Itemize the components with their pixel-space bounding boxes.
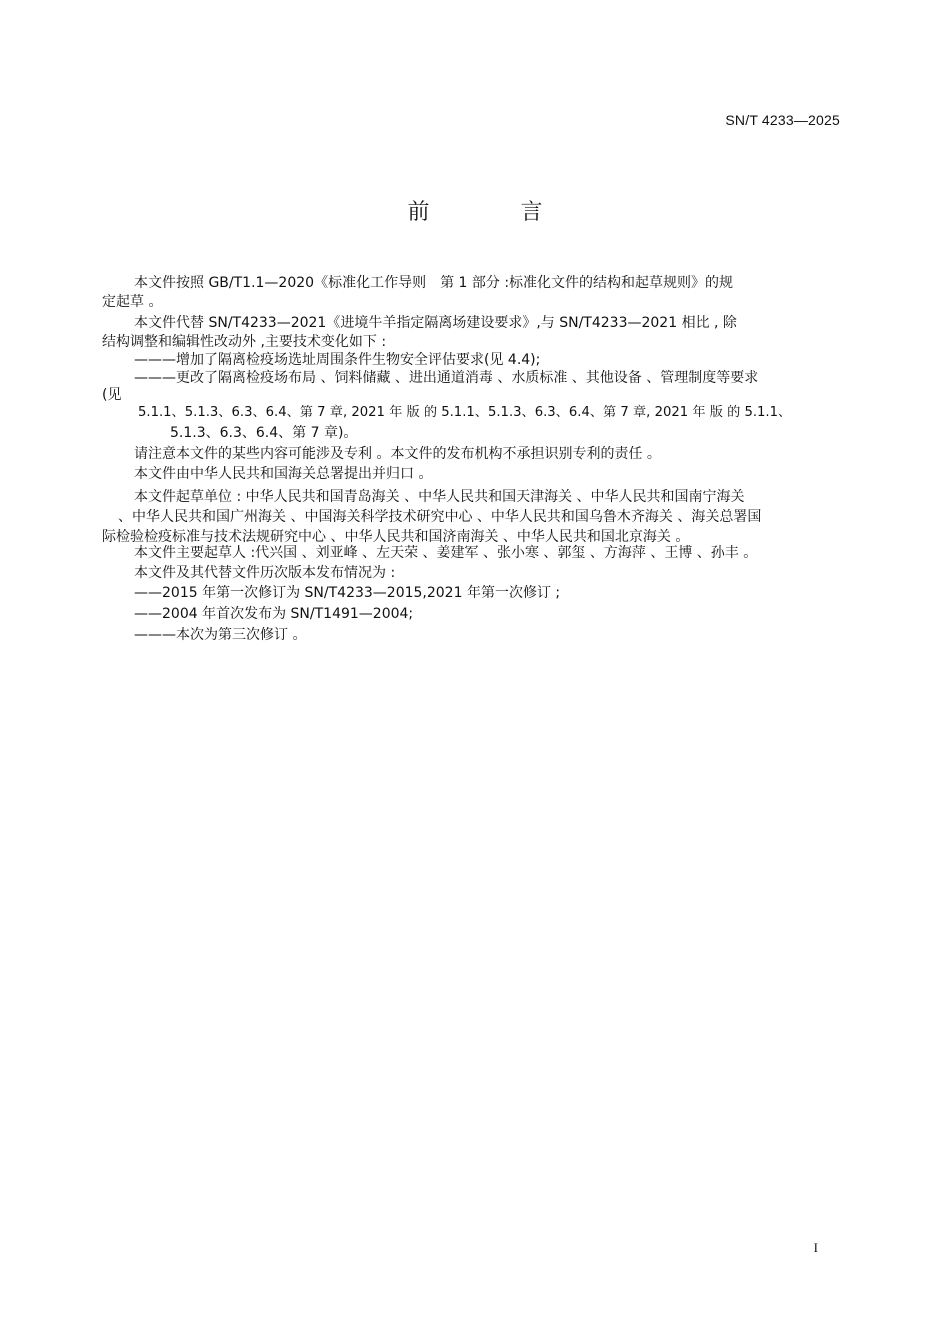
paragraph-line: 本文件由中华人民共和国海关总署提出并归口 。	[134, 466, 433, 482]
paragraph-line: 5.1.1、5.1.3、6.3、6.4、第 7 章, 2021 年 版 的 5.1.1、5.1.3、6.3、6.4、第 7 章, 2021 年 版 的 5.1.1、	[138, 405, 792, 420]
page-title: 前 言	[407, 200, 585, 225]
paragraph-line: 请注意本文件的某些内容可能涉及专利 。本文件的发布机构不承担识别专利的责任 。	[134, 446, 661, 462]
paragraph-line: (见	[102, 387, 122, 403]
paragraph-line: 、中华人民共和国广州海关 、中国海关科学技术研究中心 、中华人民共和国乌鲁木齐海关 、海关总署国	[118, 509, 762, 525]
paragraph-line: 本文件主要起草人 :代兴国 、刘亚峰 、左天荣 、姜建军 、张小寒 、郭玺 、方海萍 、王博 、孙丰 。	[134, 545, 758, 561]
list-item: ———增加了隔离检疫场选址周围条件生物安全评估要求(见 4.4);	[134, 352, 541, 368]
paragraph-line: 定起草 。	[102, 294, 163, 310]
list-item: ——2015 年第一次修订为 SN/T4233—2015,2021 年第一次修订 ;	[134, 585, 561, 601]
standard-number: SN/T 4233—2025	[725, 112, 840, 128]
paragraph-line: 本文件及其代替文件历次版本发布情况为 :	[134, 565, 396, 581]
paragraph-line: 本文件代替 SN/T4233—2021《进境牛羊指定隔离场建设要求》,与 SN/T4233—2021 相比 , 除	[134, 315, 737, 331]
page-number: I	[813, 1240, 818, 1255]
list-item: ———更改了隔离检疫场布局 、饲料储藏 、进出通道消毒 、水质标准 、其他设备 、管理制度等要求	[134, 370, 759, 386]
paragraph-line: 本文件起草单位 : 中华人民共和国青岛海关 、中华人民共和国天津海关 、中华人民共和国南宁海关	[134, 489, 745, 505]
list-item: ———本次为第三次修订 。	[134, 627, 307, 643]
paragraph-line: 本文件按照 GB/T1.1—2020《标准化工作导则 第 1 部分 :标准化文件的结构和起草规则》的规	[134, 275, 734, 291]
paragraph-line: 际检验检疫标准与技术法规研究中心 、中华人民共和国济南海关 、中华人民共和国北京海关 。	[102, 529, 690, 545]
paragraph-line: 5.1.3、6.3、6.4、第 7 章)。	[170, 425, 358, 441]
paragraph-line: 结构调整和编辑性改动外 ,主要技术变化如下 :	[102, 334, 387, 350]
list-item: ——2004 年首次发布为 SN/T1491—2004;	[134, 606, 414, 622]
